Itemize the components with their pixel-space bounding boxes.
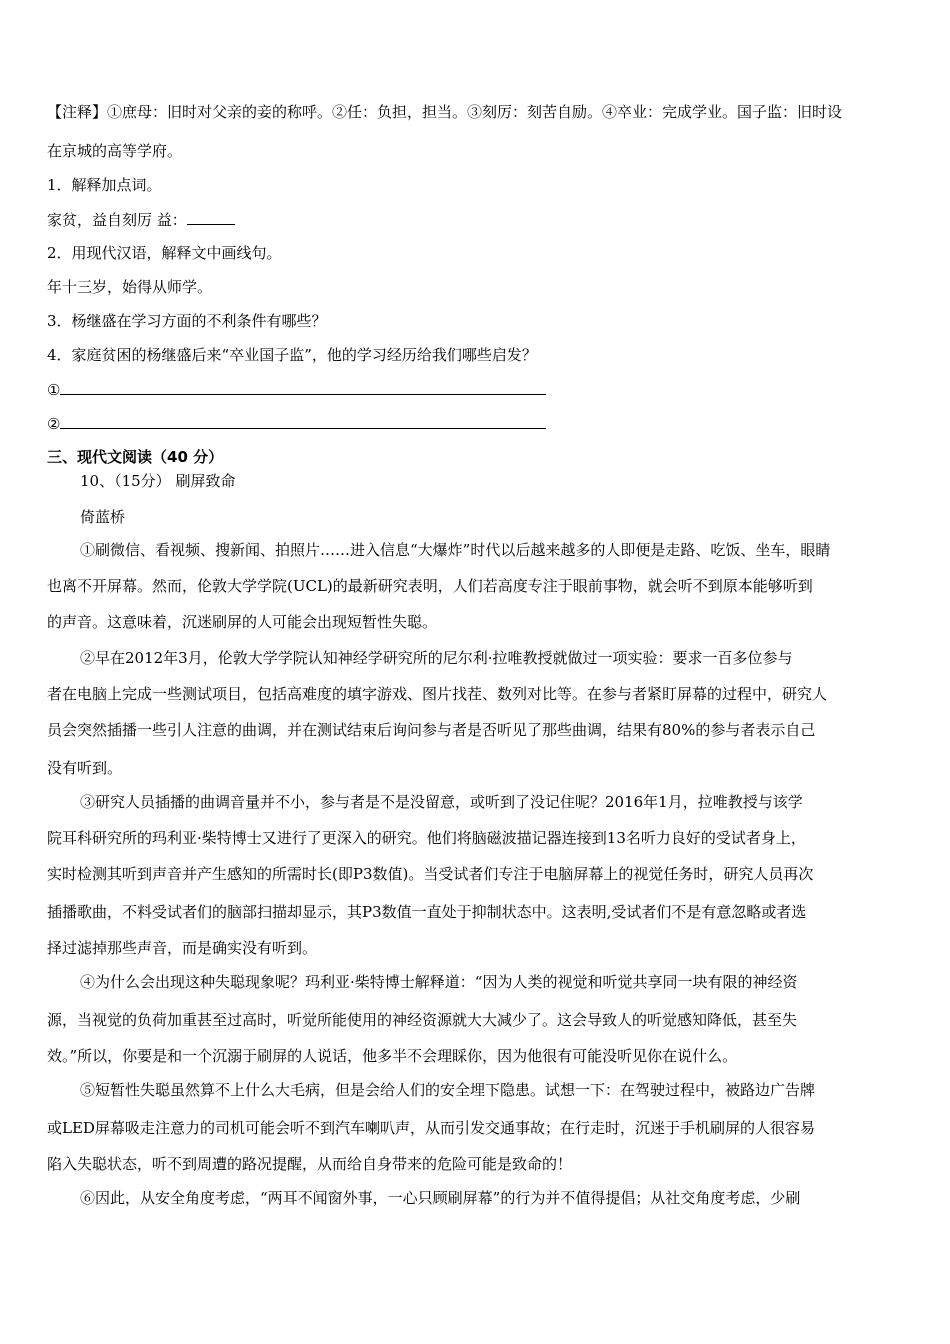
article-line: 实时检测其听到声音并产生感知的所需时长(即P3数值)。当受试者们专注于电脑屏幕上的视觉任务时，研究人员再次	[47, 865, 814, 883]
question-1-item-text: 家贫，益自刻厉 益：	[47, 211, 187, 229]
answer-line-2	[47, 412, 546, 435]
question-4-text: 4．家庭贫困的杨继盛后来“卒业国子监”，他的学习经历给我们哪些启发？	[47, 346, 537, 364]
article-line: ⑤短暂性失聪虽然算不上什么大毛病，但是会给人们的安全埋下隐患。试想一下：在驾驶过程中，被路边广告牌	[80, 1081, 816, 1099]
article-author: 倚蓝桥	[80, 508, 126, 526]
article-line: 院耳科研究所的玛利亚·柴特博士又进行了更深入的研究。他们将脑磁波描记器连接到13名听力良好的受试者身上，	[47, 829, 806, 847]
answer-line-1	[47, 378, 546, 401]
section-3-title: 三、现代文阅读（40 分）	[47, 448, 224, 466]
article-line: 陷入失聪状态，听不到周遭的路况提醒，从而给自身带来的危险可能是致命的！	[47, 1155, 573, 1173]
article-line: 者在电脑上完成一些测试项目，包括高难度的填字游戏、图片找茬、数列对比等。在参与者紧盯屏幕的过程中，研究人	[47, 685, 828, 703]
question-2-item: 年十三岁，始得从师学。	[47, 278, 213, 296]
article-line: 也离不开屏幕。然而，伦敦大学学院(UCL)的最新研究表明，人们若高度专注于眼前事物，就会听不到原本能够听到	[47, 577, 813, 595]
question-1: 1．解释加点词。	[47, 176, 162, 194]
answer-blank-2[interactable]	[60, 412, 546, 429]
answer-1-marker: ①	[47, 381, 61, 399]
article-line: 效。”所以，你要是和一个沉溺于刷屏的人说话，他多半不会理睬你，因为他很有可能没听见你在说什么。	[47, 1047, 738, 1065]
question-4	[47, 344, 537, 366]
answer-blank-1[interactable]	[60, 378, 546, 395]
question-1-item	[47, 208, 235, 231]
article-line: 的声音。这意味着，沉迷刷屏的人可能会出现短暂性失聪。	[47, 613, 438, 631]
question-2: 2．用现代汉语，解释文中画线句。	[47, 244, 282, 262]
article-line: 源，当视觉的负荷加重甚至过高时，听觉所能使用的神经资源就大大减少了。这会导致人的听觉感知降低，甚至失	[47, 1011, 798, 1029]
question-3: 3．杨继盛在学习方面的不利条件有哪些？	[47, 312, 327, 330]
article-line: ④为什么会出现这种失聪现象呢？玛利亚·柴特博士解释道：“因为人类的视觉和听觉共享同一块有限的神经资	[80, 973, 798, 991]
notes-line-1: 【注释】①庶母：旧时对父亲的妾的称呼。②任：负担，担当。③刻厉：刻苦自励。④卒业：完成学业。国子监：旧时设	[47, 103, 843, 121]
question-10-title: 10、（15分） 刷屏致命	[80, 472, 236, 490]
article-line: 员会突然插播一些引人注意的曲调，并在测试结束后询问参与者是否听见了那些曲调，结果有80%的参与者表示自己	[47, 721, 816, 739]
answer-2-marker: ②	[47, 415, 61, 433]
notes-line-2: 在京城的高等学府。	[47, 142, 183, 160]
article-line: ⑥因此，从安全角度考虑，“两耳不闻窗外事，一心只顾刷屏幕”的行为并不值得提倡；从社交角度考虑，少刷	[80, 1189, 801, 1207]
article-line: ③研究人员插播的曲调音量并不小，参与者是不是没留意，或听到了没记住呢？2016年1月，拉唯教授与该学	[80, 793, 803, 811]
article-line: ①刷微信、看视频、搜新闻、拍照片……进入信息“大爆炸”时代以后越来越多的人即便是走路、吃饭、坐车，眼睛	[80, 541, 831, 559]
article-line: ②早在2012年3月，伦敦大学学院认知神经学研究所的尼尔利·拉唯教授就做过一项实验：要求一百多位参与	[80, 649, 793, 667]
article-line: 择过滤掉那些声音，而是确实没有听到。	[47, 939, 318, 957]
article-line: 或LED屏幕吸走注意力的司机可能会听不到汽车喇叭声，从而引发交通事故；在行走时，沉迷于手机刷屏的人很容易	[47, 1119, 815, 1137]
article-line: 插播歌曲，不料受试者们的脑部扫描却显示，其P3数值一直处于抑制状态中。这表明,受试者们不是有意忽略或者选	[47, 903, 807, 921]
answer-blank[interactable]	[187, 208, 235, 225]
article-line: 没有听到。	[47, 759, 123, 777]
